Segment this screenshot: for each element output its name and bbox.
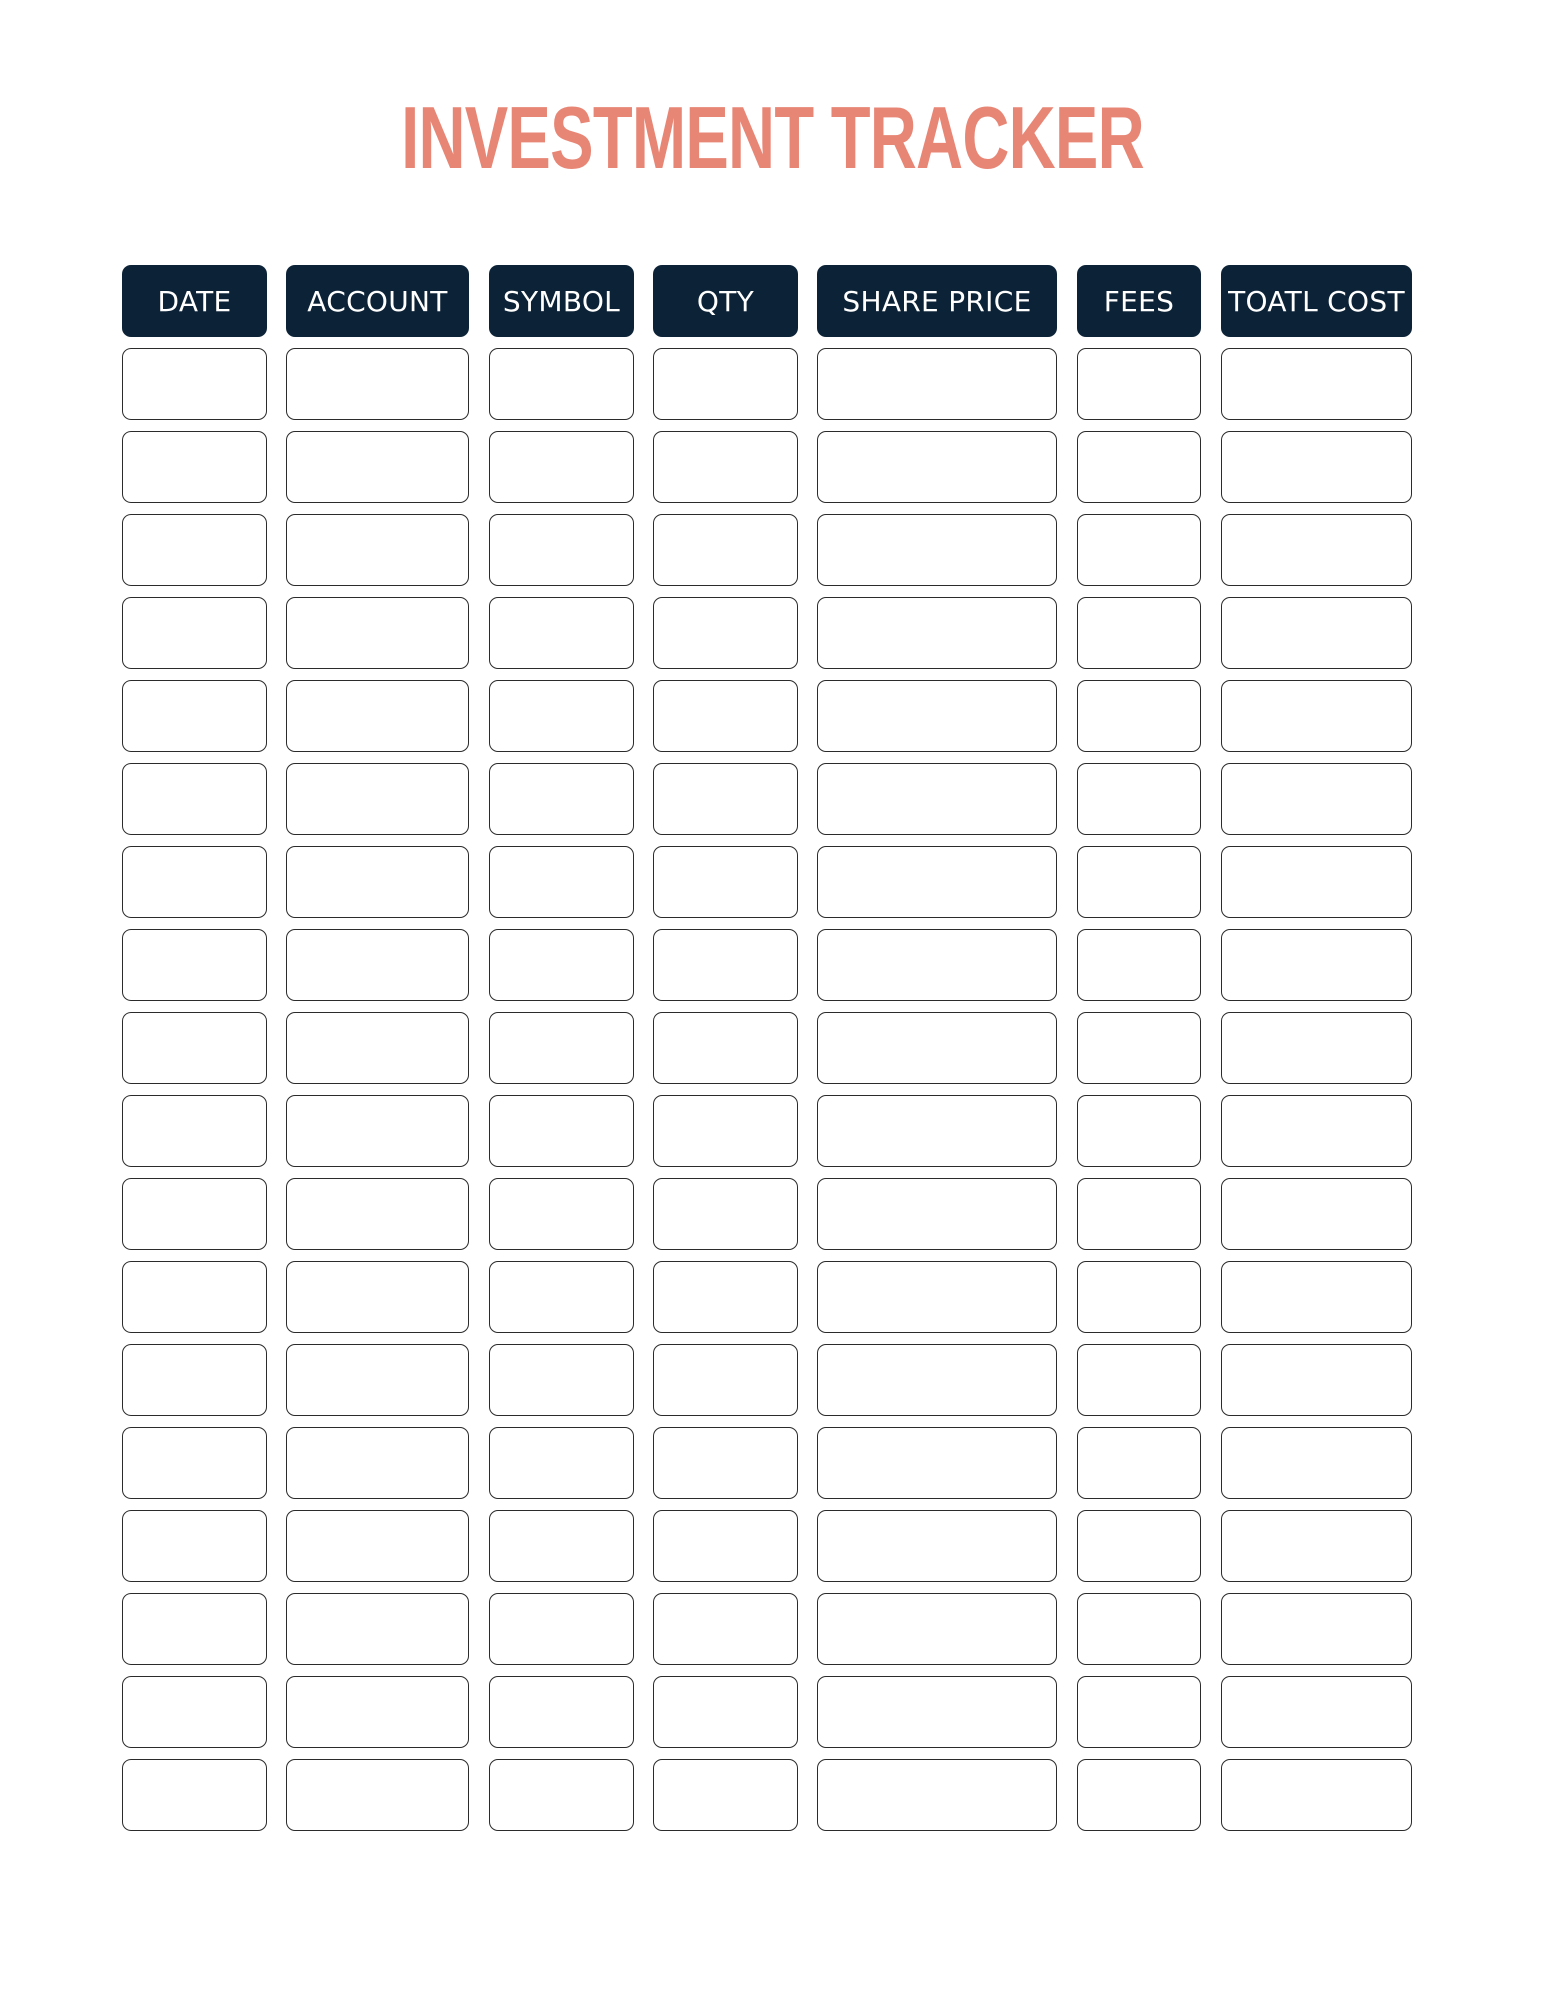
table-cell[interactable] [1077,1593,1201,1665]
table-cell[interactable] [1221,1759,1412,1831]
table-cell[interactable] [1077,1759,1201,1831]
table-cell[interactable] [1077,431,1201,503]
table-cell[interactable] [1221,1427,1412,1499]
column-header-share-price: SHARE PRICE [817,265,1057,337]
table-cell[interactable] [653,763,798,835]
table-cell[interactable] [489,348,634,420]
table-cell[interactable] [653,431,798,503]
table-cell[interactable] [286,1676,469,1748]
table-cell[interactable] [489,929,634,1001]
table-cell[interactable] [1221,1095,1412,1167]
table-cell[interactable] [286,514,469,586]
table-cell[interactable] [489,514,634,586]
table-cell[interactable] [122,597,267,669]
table-cell[interactable] [1077,1095,1201,1167]
table-cell[interactable] [817,1012,1057,1084]
table-cell[interactable] [1077,1427,1201,1499]
table-cell[interactable] [817,348,1057,420]
table-cell[interactable] [286,846,469,918]
table-cell[interactable] [1077,348,1201,420]
table-cell[interactable] [122,1261,267,1333]
table-cell[interactable] [1221,846,1412,918]
table-cell[interactable] [1221,1178,1412,1250]
table-cell[interactable] [653,1676,798,1748]
column-header-date: DATE [122,265,267,337]
table-cell[interactable] [286,1510,469,1582]
table-cell[interactable] [489,1676,634,1748]
table-cell[interactable] [1221,1012,1412,1084]
table-cell[interactable] [817,680,1057,752]
table-cell[interactable] [286,763,469,835]
table-cell[interactable] [489,597,634,669]
table-cell[interactable] [122,1012,267,1084]
table-cell[interactable] [1077,1012,1201,1084]
table-cell[interactable] [817,929,1057,1001]
table-cell[interactable] [286,1593,469,1665]
table-cell[interactable] [122,1759,267,1831]
table-cell[interactable] [489,763,634,835]
table-cell[interactable] [1077,1510,1201,1582]
table-cell[interactable] [653,680,798,752]
table-cell[interactable] [817,1095,1057,1167]
table-cell[interactable] [489,431,634,503]
table-cell[interactable] [653,1095,798,1167]
table-cell[interactable] [122,514,267,586]
table-cell[interactable] [1077,763,1201,835]
table-cell[interactable] [817,763,1057,835]
table-cell[interactable] [489,1593,634,1665]
table-cell[interactable] [489,1510,634,1582]
table-cell[interactable] [653,846,798,918]
table-cell[interactable] [1221,431,1412,503]
table-cell[interactable] [489,1095,634,1167]
column-header-fees: FEES [1077,265,1201,337]
table-cell[interactable] [653,1178,798,1250]
table-cell[interactable] [817,1510,1057,1582]
table-cell[interactable] [653,597,798,669]
table-cell[interactable] [1077,1676,1201,1748]
table-cell[interactable] [1077,929,1201,1001]
table-cell[interactable] [122,763,267,835]
column-header-account: ACCOUNT [286,265,469,337]
table-cell[interactable] [122,846,267,918]
table-cell[interactable] [1077,846,1201,918]
table-cell[interactable] [122,929,267,1001]
table-cell[interactable] [1221,1676,1412,1748]
table-cell[interactable] [122,1178,267,1250]
page-title: INVESTMENT TRACKER [401,88,1144,187]
table-cell[interactable] [489,1344,634,1416]
table-cell[interactable] [122,431,267,503]
table-cell[interactable] [817,431,1057,503]
table-cell[interactable] [286,1344,469,1416]
table-cell[interactable] [653,1261,798,1333]
table-cell[interactable] [122,1427,267,1499]
table-cell[interactable] [1077,597,1201,669]
table-cell[interactable] [286,1178,469,1250]
table-cell[interactable] [286,1095,469,1167]
table-cell[interactable] [1221,514,1412,586]
table-cell[interactable] [286,431,469,503]
table-cell[interactable] [1221,597,1412,669]
table-cell[interactable] [1077,1344,1201,1416]
table-cell[interactable] [286,1427,469,1499]
column-header-qty: QTY [653,265,798,337]
table-cell[interactable] [817,597,1057,669]
table-cell[interactable] [286,680,469,752]
table-cell[interactable] [1077,1261,1201,1333]
table-cell[interactable] [817,514,1057,586]
table-cell[interactable] [1221,348,1412,420]
table-cell[interactable] [653,348,798,420]
table-cell[interactable] [286,597,469,669]
table-cell[interactable] [286,1012,469,1084]
table-cell[interactable] [817,846,1057,918]
table-cell[interactable] [653,1012,798,1084]
table-cell[interactable] [286,929,469,1001]
table-cell[interactable] [1077,1178,1201,1250]
table-cell[interactable] [817,1261,1057,1333]
table-cell[interactable] [1221,763,1412,835]
table-cell[interactable] [653,514,798,586]
table-cell[interactable] [817,1593,1057,1665]
table-cell[interactable] [122,1095,267,1167]
table-cell[interactable] [1221,1510,1412,1582]
table-cell[interactable] [1221,1344,1412,1416]
table-cell[interactable] [286,348,469,420]
table-cell[interactable] [286,1261,469,1333]
column-header-toatl-cost: TOATL COST [1221,265,1412,337]
table-cell[interactable] [489,1759,634,1831]
table-cell[interactable] [1221,1261,1412,1333]
table-cell[interactable] [122,1676,267,1748]
table-cell[interactable] [489,1012,634,1084]
table-cell[interactable] [1221,929,1412,1001]
table-cell[interactable] [653,1344,798,1416]
table-cell[interactable] [817,1427,1057,1499]
table-cell[interactable] [122,348,267,420]
table-cell[interactable] [653,929,798,1001]
table-cell[interactable] [653,1510,798,1582]
table-cell[interactable] [817,1178,1057,1250]
table-cell[interactable] [122,1593,267,1665]
table-cell[interactable] [489,1178,634,1250]
table-cell[interactable] [286,1759,469,1831]
table-cell[interactable] [489,680,634,752]
table-cell[interactable] [1077,514,1201,586]
table-cell[interactable] [489,1261,634,1333]
table-cell[interactable] [1221,680,1412,752]
table-cell[interactable] [653,1427,798,1499]
table-cell[interactable] [817,1759,1057,1831]
table-cell[interactable] [1221,1593,1412,1665]
table-cell[interactable] [489,846,634,918]
table-cell[interactable] [122,1510,267,1582]
table-cell[interactable] [817,1676,1057,1748]
table-cell[interactable] [817,1344,1057,1416]
table-cell[interactable] [1077,680,1201,752]
column-header-symbol: SYMBOL [489,265,634,337]
table-cell[interactable] [122,680,267,752]
table-cell[interactable] [653,1759,798,1831]
table-cell[interactable] [653,1593,798,1665]
table-cell[interactable] [122,1344,267,1416]
table-cell[interactable] [489,1427,634,1499]
